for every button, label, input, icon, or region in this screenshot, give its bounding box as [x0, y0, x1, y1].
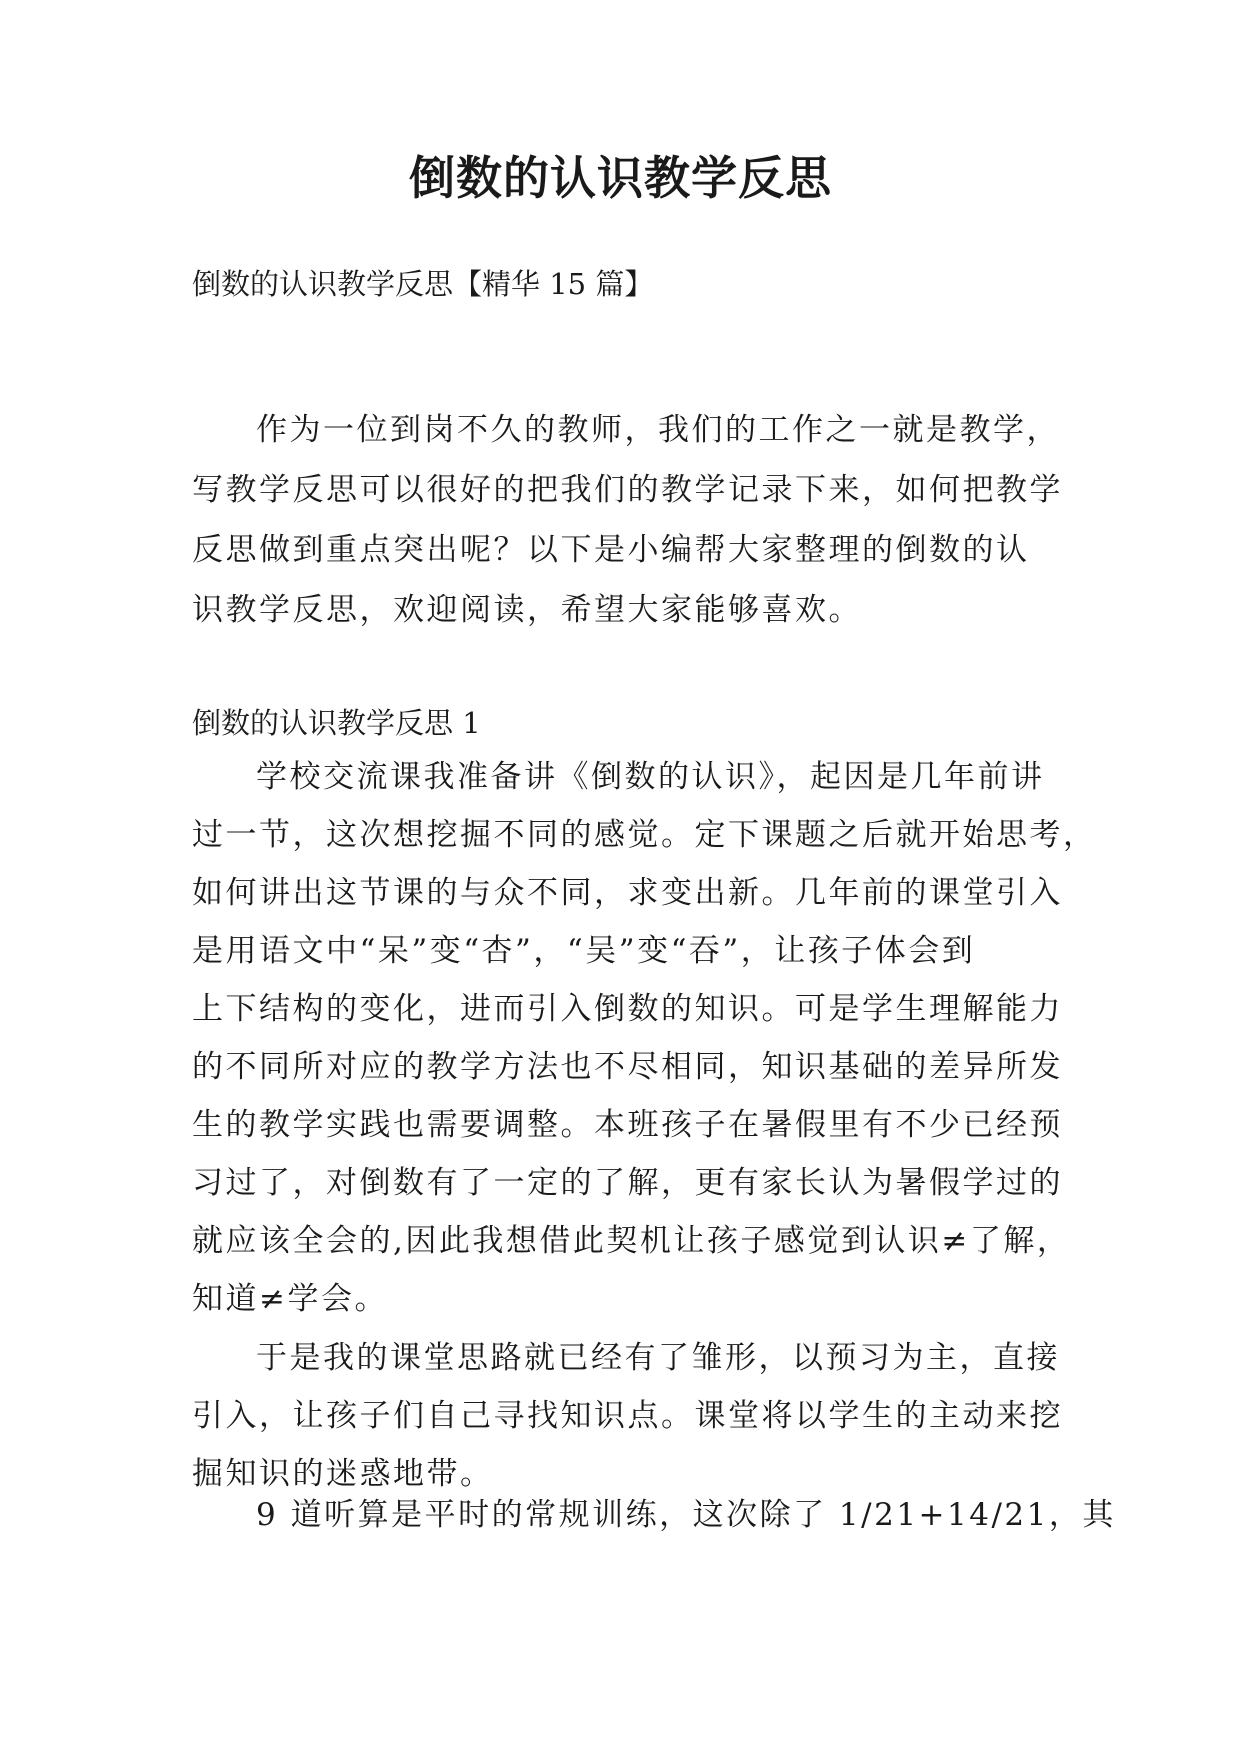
intro-line: 写教学反思可以很好的把我们的教学记录下来，如何把教学 [192, 472, 1063, 508]
body-paragraph [192, 1329, 1063, 1503]
paragraph-line: 过一节，这次想挖掘不同的感觉。定下课题之后就开始思考， [192, 817, 1097, 853]
intro-paragraph [192, 400, 1063, 640]
body-paragraph [192, 748, 1097, 1328]
paragraph-line: 于是我的课堂思路就已经有了雏形，以预习为主，直接 [256, 1340, 1060, 1376]
paragraph-line: 的不同所对应的教学方法也不尽相同，知识基础的差异所发 [192, 1049, 1063, 1085]
paragraph-line: 习过了，对倒数有了一定的了解，更有家长认为暑假学过的 [192, 1165, 1063, 1201]
paragraph-line: 生的教学实践也需要调整。本班孩子在暑假里有不少已经预 [192, 1107, 1063, 1143]
paragraph-line: 知道≠学会。 [192, 1281, 388, 1317]
intro-line: 作为一位到岗不久的教师，我们的工作之一就是教学， [256, 412, 1060, 448]
paragraph-line: 是用语文中“呆”变“杏”，“吴”变“吞”，让孩子体会到 [192, 933, 976, 969]
paragraph-line: 引入，让孩子们自己寻找知识点。课堂将以学生的主动来挖 [192, 1398, 1063, 1434]
paragraph-line: 掘知识的迷惑地带。 [192, 1456, 494, 1492]
paragraph-line: 如何讲出这节课的与众不同，求变出新。几年前的课堂引入 [192, 875, 1063, 911]
document-subtitle: 倒数的认识教学反思【精华 15 篇】 [192, 267, 654, 301]
paragraph-line: 学校交流课我准备讲《倒数的认识》，起因是几年前讲 [256, 759, 1045, 795]
body-paragraph [192, 1486, 1116, 1544]
intro-line: 反思做到重点突出呢？以下是小编帮大家整理的倒数的认 [192, 532, 1030, 568]
intro-line: 识教学反思，欢迎阅读，希望大家能够喜欢。 [192, 592, 862, 628]
paragraph-line: 上下结构的变化，进而引入倒数的知识。可是学生理解能力 [192, 991, 1063, 1027]
paragraph-line: 就应该全会的,因此我想借此契机让孩子感觉到认识≠了解， [192, 1223, 1071, 1259]
paragraph-line: 9 道听算是平时的常规训练，这次除了 1/21+14/21，其 [256, 1497, 1116, 1533]
document-title: 倒数的认识教学反思 [409, 151, 832, 205]
section-heading: 倒数的认识教学反思 1 [192, 706, 481, 740]
